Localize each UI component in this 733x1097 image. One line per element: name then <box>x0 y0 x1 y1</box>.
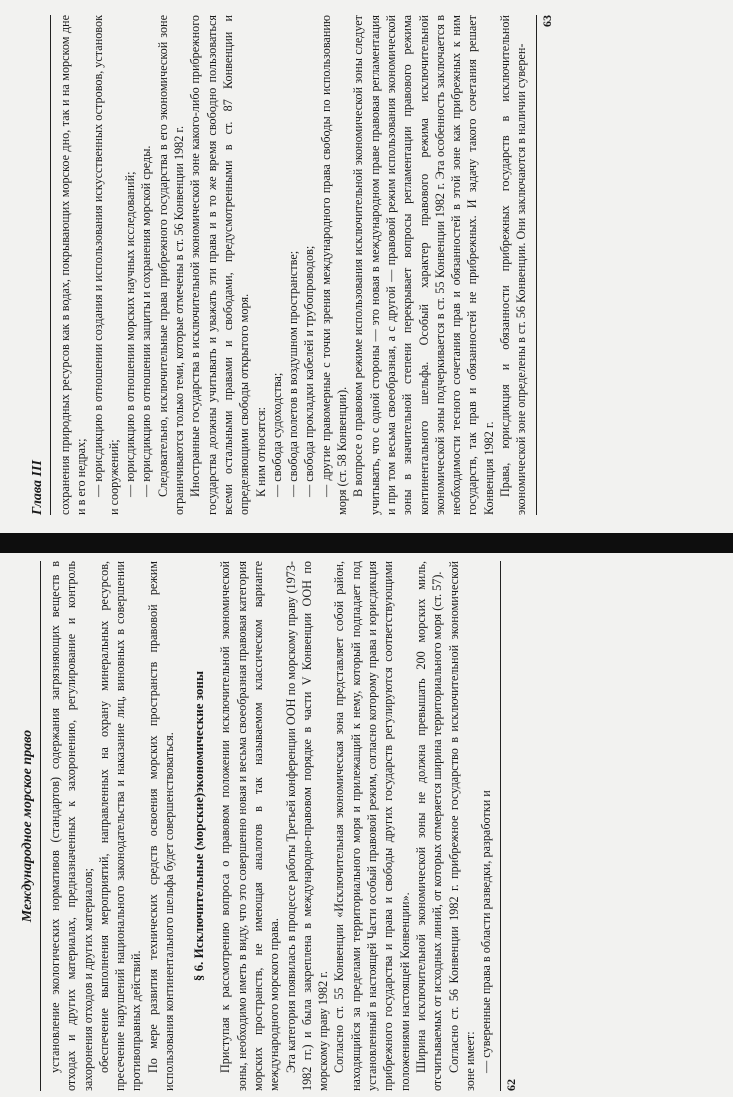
list-item: — другие правомерные с точки зрения международного права свободы по использованию моря (ст. 58 Конвенции). <box>318 15 350 515</box>
paragraph: Приступая к рассмотрению вопроса о правовом положении исключительной экономической зоны, необходимо иметь в виду, что это совершенно новая и весьма своеобразная правовая категория морских пространств, не имеющая аналогов в так называемом классическом варианте международного морского права. <box>218 561 282 1091</box>
paragraph: Иностранные государства в исключительной экономической зоне какого-либо прибрежного государства должны учитывать и уважать эти права и в то же время свободно пользоваться всеми остальными правами и свободами, предусмотренными в ст. 87 Конвенции и определяющими свободы открытого моря. <box>188 15 252 515</box>
running-head-title: Международное морское право <box>20 561 41 1091</box>
paragraph: сохранения природных ресурсов как в водах, покрывающих морское дно, так и на морском дне и в его недрах; <box>58 15 89 515</box>
page-62-content <box>20 561 710 1091</box>
paragraph: установление экологических нормативов (стандартов) содержания загрязняющих веществ в отходах и других материалах, предназначенных к захоронению, регулирование и контроль захоронения отходов и других материалов; <box>48 561 95 1091</box>
page-63 <box>0 0 733 533</box>
paragraph: — юрисдикцию в отношении морских научных исследований; <box>123 171 138 497</box>
paragraph: Согласно ст. 55 Конвенции «Исключительная экономическая зона представляет собой район, находящийся за пределами территориального моря и прилежащий к нему, который подпадает под установленный в настоящей Части особый правовой режим, согласно которому права и юрисдикция прибрежного государства и права и свободы других государств регулируются соответствующими положениями настоящей Конвенции». <box>332 561 412 1091</box>
paragraph: Ширина исключительной экономической зоны не должна превышать 200 морских миль, отсчитываемых от исходных линий, от которых отмеряется ширина территориального моря (ст. 57). <box>413 561 445 1091</box>
page-number: 63 <box>536 15 555 515</box>
page-62-body <box>47 561 494 1091</box>
paragraph: Эта категория появилась в процессе работы Третьей конференции ООН по морскому праву (1973-1982 гг.) и была закреплена в международно-правовом порядке в части V Конвенции ООН по морскому праву 1982 г. <box>283 561 331 1091</box>
paragraph: Согласно ст. 56 Конвенции 1982 г. прибрежное государство в исключительной экономической зоне имеет: <box>446 561 477 1091</box>
paragraph: — юрисдикцию в отношении создания и использования искусственных островов, установок и сооружений; <box>90 15 121 515</box>
running-head-chapter: Глава III <box>30 15 51 515</box>
paragraph: Права, юрисдикция и обязанности прибрежных государств в исключительной экономической зоне определены в ст. 56 Конвенции. Они заключаются в наличии суверен- <box>498 15 529 515</box>
page-number: 62 <box>500 561 519 1091</box>
paragraph: К ним относятся: <box>253 406 268 497</box>
list-item: — суверенные права в области разведки, разработки и <box>479 790 494 1073</box>
paragraph: По мере развития технических средств освоения морских пространств правовой режим использования континентального шельфа будет совершенствоваться. <box>145 561 177 1091</box>
paragraph: В вопросе о правовом режиме использования исключительной экономической зоны следует учитывать, что с одной стороны — это новая в международном праве правовая регламентация и при том весьма своеобразная, а с другой — правовой режим использования экономической зоны в значительной степени перекрывает вопросы регламентации правового режима континентального шельфа. Особый характер правового режима исключительной экономической зоны подчеркивается в ст. 55 Конвенции 1982 г. Эта особенность заключается в необходимости тесного сочетания прав и обязанностей в этой зоне как прибрежных к ним государств, так прав и обязанностей не прибрежных. И задачу такого сочетания решает Конвенция 1982 г. <box>351 15 496 515</box>
list-item: — свобода прокладки кабелей и трубопроводов; <box>302 245 317 497</box>
page-63-body <box>57 15 530 515</box>
paragraph: обеспечение выполнения мероприятий, направленных на охрану минеральных ресурсов, пресечение нарушений национального законодательства и наказание лиц, виновных в совершении противоправных действий. <box>96 561 144 1091</box>
list-item: — свобода полетов в воздушном пространстве; <box>286 250 301 497</box>
list-item: — свобода судоходства; <box>269 372 284 497</box>
paragraph: — юрисдикцию в отношении защиты и сохранения морской среды. <box>139 145 154 497</box>
page-63-content <box>30 15 710 515</box>
section-heading: § 6. Исключительные (морские)экономические зоны <box>191 670 207 982</box>
page-62 <box>0 553 733 1097</box>
paragraph: Следовательно, исключительные права прибрежного государства в его экономической зоне ограничиваются только теми, которые отмечены в ст. 56 Конвенции 1982 г. <box>155 15 187 515</box>
book-spine-shadow <box>0 533 733 553</box>
